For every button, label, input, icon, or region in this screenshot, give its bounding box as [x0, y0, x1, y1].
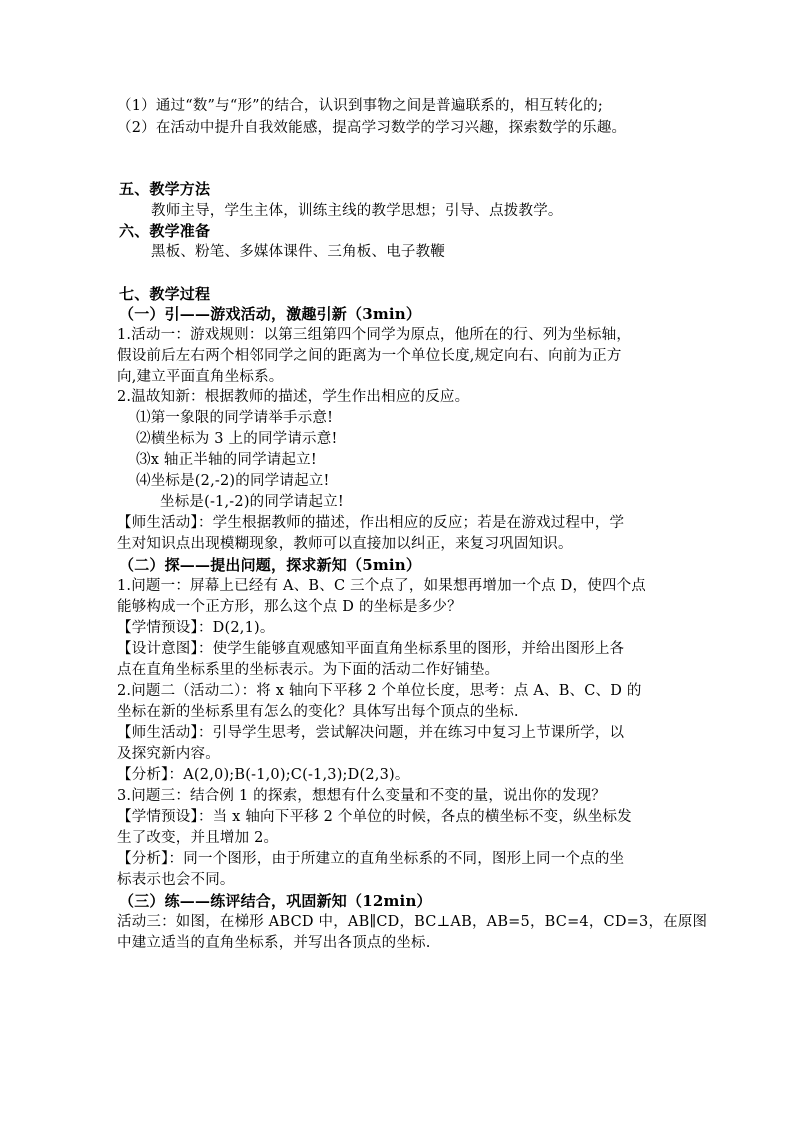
review-item-1: ⑴第一象限的同学请举手示意!	[136, 410, 334, 426]
preparation-text: 黑板、粉笔、多媒体课件、三角板、电子教鞭	[151, 244, 445, 260]
activity-one-line-3: 向,建立平面直角坐标系。	[117, 369, 284, 385]
methods-text: 教师主导，学生主体，训练主线的教学思想；引导、点拨教学。	[151, 203, 563, 219]
section-heading-process: 七、教学过程	[119, 285, 211, 303]
section-heading-methods: 五、教学方法	[119, 180, 211, 198]
question-one-line-1: 1.问题一：屏幕上已经有 A、B、C 三个点了，如果想再增加一个点 D，使四个点	[117, 578, 647, 594]
teacher-student-activity-2-line-2: 及探究新内容。	[117, 746, 220, 762]
teacher-student-activity-1-line-2: 生对知识点出现模糊现象，教师可以直接加以纠正，来复习巩固知识。	[117, 536, 573, 552]
design-intent-line-1: 【设计意图】：使学生能够直观感知平面直角坐标系里的图形，并给出图形上各	[117, 641, 625, 657]
subsection-heading-2: （二）探——提出问题，探求新知（5min）	[119, 556, 422, 574]
teacher-student-activity-2-line-1: 【师生活动】：引导学生思考，尝试解决问题，并在练习中复习上节课所学，以	[117, 725, 625, 741]
activity-three-line-1: 活动三：如图，在梯形 ABCD 中，AB∥CD，BC⊥AB，AB=5，BC=4，CD=3，在原图	[117, 914, 708, 930]
section-heading-preparation: 六、教学准备	[119, 222, 211, 240]
learning-preset-1: 【学情预设】：D(2,1)。	[117, 620, 275, 636]
review-item-3: ⑶x 轴正半轴的同学请起立!	[136, 452, 317, 468]
subsection-heading-1: （一）引——游戏活动，激趣引新（3min）	[119, 305, 422, 323]
learning-preset-2-line-2: 生了改变，并且增加 2。	[117, 830, 279, 846]
teacher-student-activity-1-line-1: 【师生活动】：学生根据教师的描述，作出相应的反应；若是在游戏过程中，学	[117, 515, 625, 531]
question-one-line-2: 能够构成一个正方形，那么这个点 D 的坐标是多少？	[117, 599, 462, 615]
analysis-2-line-1: 【分析】：同一个图形，由于所建立的直角坐标系的不同，图形上同一个点的坐	[117, 851, 625, 867]
review-item-2: ⑵横坐标为 3 上的同学请示意!	[136, 431, 338, 447]
question-two-line-2: 坐标在新的坐标系里有怎么的变化？具体写出每个顶点的坐标.	[117, 704, 519, 720]
review-item-5: 坐标是(-1,-2)的同学请起立!	[160, 494, 344, 510]
activity-one-line-1: 1.活动一：游戏规则：以第三组第四个同学为原点，他所在的行、列为坐标轴，	[117, 327, 632, 343]
review-item-4: ⑷坐标是(2,-2)的同学请起立!	[136, 473, 330, 489]
goal-line-2: （2）在活动中提升自我效能感，提高学习数学的学习兴趣，探索数学的乐趣。	[117, 120, 627, 136]
question-two-line-1: 2.问题二（活动二）：将 x 轴向下平移 2 个单位长度，思考：点 A、B、C、D 的	[117, 683, 642, 699]
learning-preset-2-line-1: 【学情预设】：当 x 轴向下平移 2 个单位的时候，各点的横坐标不变，纵坐标发	[117, 809, 632, 825]
question-three: 3.问题三：结合例 1 的探索，想想有什么变量和不变的量，说出你的发现？	[117, 788, 606, 804]
analysis-2-line-2: 标表示也会不同。	[117, 872, 235, 888]
goal-line-1: （1）通过“数”与“形”的结合，认识到事物之间是普遍联系的，相互转化的;	[117, 98, 603, 114]
subsection-heading-3: （三）练——练评结合，巩固新知（12min）	[119, 892, 432, 910]
design-intent-line-2: 点在直角坐标系里的坐标表示。为下面的活动二作好铺垫。	[117, 662, 500, 678]
analysis-1: 【分析】：A(2,0);B(-1,0);C(-1,3);D(2,3)。	[117, 767, 410, 783]
activity-three-line-2: 中建立适当的直角坐标系，并写出各顶点的坐标.	[117, 935, 431, 951]
activity-one-line-2: 假设前后左右两个相邻同学之间的距离为一个单位长度,规定向右、向前为正方	[117, 348, 622, 364]
review-intro: 2.温故知新：根据教师的描述，学生作出相应的反应。	[117, 389, 470, 405]
